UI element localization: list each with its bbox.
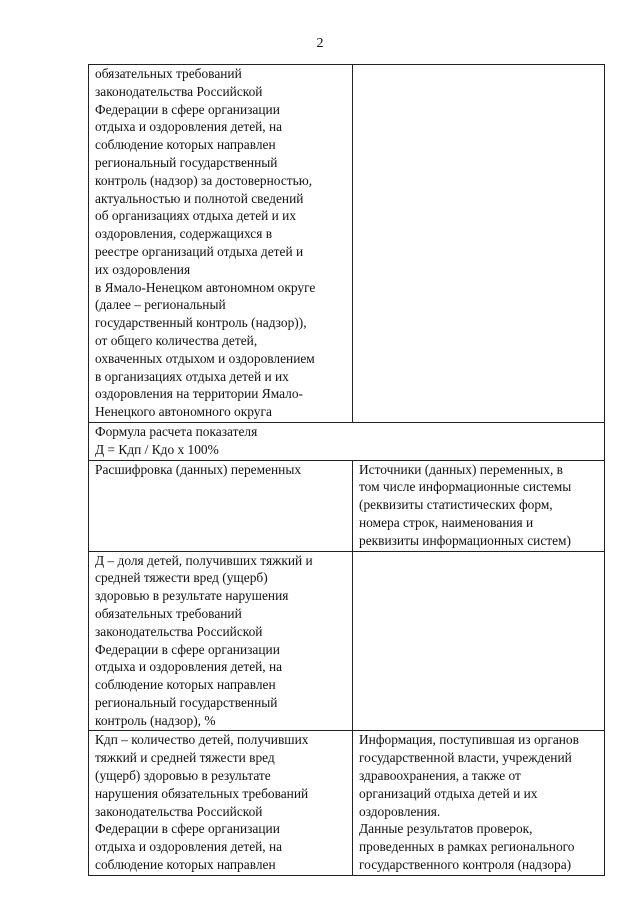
table-row xyxy=(89,422,605,460)
table-row xyxy=(89,551,605,731)
cell-source-kdp: Информация, поступившая из органов государственной власти, учреждений здравоохранения, а также от организаций отдыха детей и их оздоровления. Данные результатов проверок, проведенных в рамках регионального государственного контроля (надзора) xyxy=(353,731,605,875)
indicator-table xyxy=(88,64,605,876)
cell-source-d xyxy=(353,551,605,731)
cell-variables-header: Расшифровка (данных) переменных xyxy=(89,460,353,551)
cell-variable-kdp: Кдп – количество детей, получивших тяжкий и средней тяжести вред (ущерб) здоровью в результате нарушения обязательных требований законодательства Российской Федерации в сфере организации отдыха и оздоровления детей, на соблюдение которых направлен xyxy=(89,731,353,875)
table-row xyxy=(89,65,605,423)
table-row xyxy=(89,460,605,551)
cell-indicator-description: обязательных требований законодательства Российской Федерации в сфере организации отдыха и оздоровления детей, на соблюдение которых направлен региональный государственный контроль (надзор) за достоверностью, актуальностью и полнотой сведений об организациях отдыха детей и их оздоровления, содержащихся в реестре организаций отдыха детей и их оздоровления в Ямало-Ненецком автономном округе (далее – региональный государственный контроль (надзор)), от общего количества детей, охваченных отдыхом и оздоровлением в организациях отдыха детей и их оздоровления на территории Ямало- Ненецкого автономного округа xyxy=(89,65,353,423)
page-number: 2 xyxy=(316,36,324,51)
table-row xyxy=(89,731,605,875)
cell-sources-header: Источники (данных) переменных, в том числе информационные системы (реквизиты статистических форм, номера строк, наименования и реквизиты информационных систем) xyxy=(353,460,605,551)
cell-empty xyxy=(353,65,605,423)
cell-variable-d: Д – доля детей, получивших тяжкий и средней тяжести вред (ущерб) здоровью в результате нарушения обязательных требований законодательства Российской Федерации в сфере организации отдыха и оздоровления детей, на соблюдение которых направлен региональный государственный контроль (надзор), % xyxy=(89,551,353,731)
cell-formula: Формула расчета показателя Д = Кдп / Кдо х 100% xyxy=(89,422,605,460)
